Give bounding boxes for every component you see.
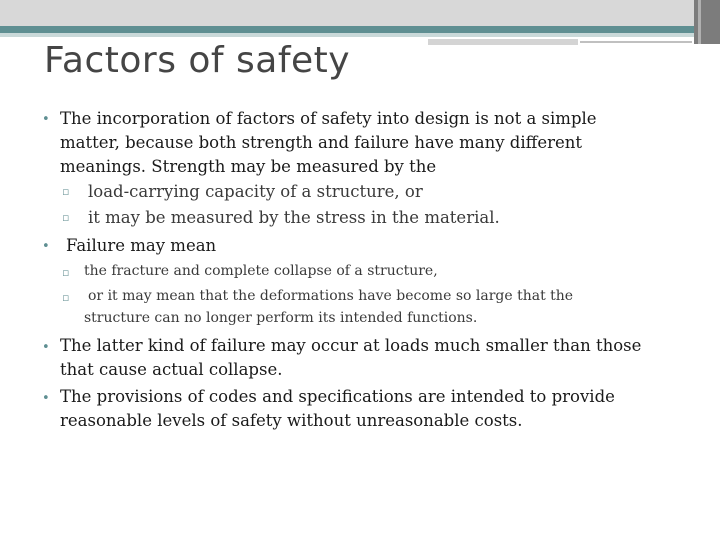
paragraph-1-sub-2: it may be measured by the stress in the material. — [88, 208, 500, 227]
sub-bullet-icon: ▫ — [62, 211, 70, 224]
paragraph-3-line-1: The latter kind of failure may occur at loads much smaller than those — [60, 336, 642, 355]
paragraph-4-line-2: reasonable levels of safety without unreasonable costs. — [60, 411, 523, 430]
sub-bullet-icon: ▫ — [62, 185, 70, 198]
sub-bullet-icon: ▫ — [62, 291, 70, 304]
paragraph-1-line-2: matter, because both strength and failure have many different — [60, 133, 583, 152]
paragraph-2-sub-1: the fracture and complete collapse of a structure, — [84, 263, 438, 279]
paragraph-3-line-2: that cause actual collapse. — [60, 360, 283, 379]
bullet-icon: • — [42, 112, 50, 127]
bullet-icon: • — [42, 391, 50, 406]
paragraph-2-line-1: Failure may mean — [66, 236, 217, 255]
paragraph-4-line-1: The provisions of codes and specifications are intended to provide — [60, 387, 615, 406]
sub-bullet-icon: ▫ — [62, 266, 70, 279]
paragraph-1-sub-1: load-carrying capacity of a structure, or — [88, 182, 423, 201]
paragraph-1-line-3: meanings. Strength may be measured by the — [60, 157, 437, 176]
paragraph-1-line-1: The incorporation of factors of safety into design is not a simple — [60, 109, 597, 128]
paragraph-2-sub-2-line-2: structure can no longer perform its intended functions. — [84, 310, 478, 326]
bullet-icon: • — [42, 340, 50, 355]
slide-title: Factors of safety — [44, 40, 351, 81]
paragraph-2-sub-2-line-1: or it may mean that the deformations have become so large that the — [88, 288, 574, 304]
bullet-icon: • — [42, 239, 50, 254]
